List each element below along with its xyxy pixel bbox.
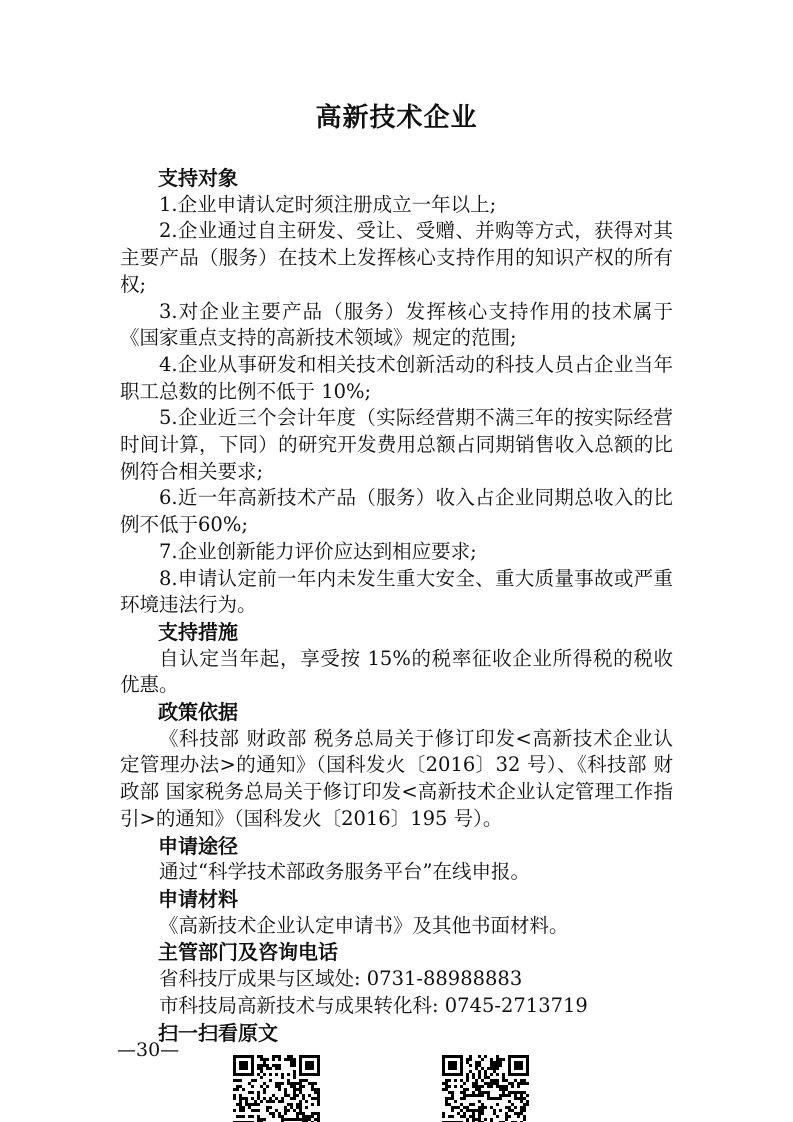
qr-code-icon-right — [442, 1055, 529, 1122]
qr-code-row — [120, 1051, 673, 1122]
section-heading-support-measures: 支持措施 — [158, 619, 238, 644]
page-number: —30— — [117, 1039, 180, 1061]
qr-code-icon-left — [233, 1055, 320, 1122]
contact-phone-municipal: 市科技局高新技术与成果转化科: 0745-2713719 — [159, 993, 588, 1017]
section-heading-application-materials: 申请材料 — [158, 886, 238, 911]
support-target-item-4: 4.企业从事研发和相关技术创新活动的科技人员占企业当年职工总数的比例不低于 10%; — [120, 352, 673, 403]
support-target-item-5: 5.企业近三个会计年度（实际经营期不满三年的按实际经营时间计算，下同）的研究开发费用总额占同期销售收入总额的比例符合相关要求; — [120, 406, 673, 483]
section-heading-policy-basis: 政策依据 — [158, 700, 238, 725]
contact-phone-provincial: 省科技厅成果与区域处: 0731-88988883 — [159, 967, 523, 991]
section-heading-support-targets: 支持对象 — [158, 166, 238, 190]
section-heading-scan-qr: 扫一扫看原文 — [158, 1020, 278, 1045]
support-target-item-6: 6.近一年高新技术产品（服务）收入占企业同期总收入的比例不低于60%; — [120, 486, 673, 537]
support-target-item-3: 3.对企业主要产品（服务）发挥核心支持作用的技术属于《国家重点支持的高新技术领域》规定的范围; — [120, 299, 673, 350]
application-channel-text: 通过“科学技术部政务服务平台”在线申报。 — [159, 860, 530, 884]
support-target-item-1: 1.企业申请认定时须注册成立一年以上; — [159, 192, 497, 216]
page-title: 高新技术企业 — [315, 103, 478, 133]
support-target-item-8: 8.申请认定前一年内未发生重大安全、重大质量事故或严重环境违法行为。 — [120, 566, 673, 617]
policy-basis-text: 《科技部 财政部 税务总局关于修订印发<高新技术企业认定管理办法>的通知》（国科发火〔2016〕32 号）、《科技部 财政部 国家税务总局关于修订印发<高新技术企业认定管理工作指引>的通知》（国科发火〔2016〕195 号）。 — [120, 726, 673, 830]
support-target-item-2: 2.企业通过自主研发、受让、受赠、并购等方式，获得对其主要产品（服务）在技术上发挥核心支持作用的知识产权的所有权; — [120, 219, 673, 296]
section-heading-contact-info: 主管部门及咨询电话 — [158, 940, 338, 965]
application-material-text: 《高新技术企业认定申请书》及其他书面材料。 — [159, 913, 569, 937]
support-measure-text: 自认定当年起，享受按 15%的税率征收企业所得税的税收优惠。 — [120, 646, 673, 697]
section-heading-application-channel: 申请途径 — [158, 833, 238, 858]
support-target-item-7: 7.企业创新能力评价应达到相应要求; — [159, 539, 477, 563]
document-body — [120, 165, 673, 1122]
